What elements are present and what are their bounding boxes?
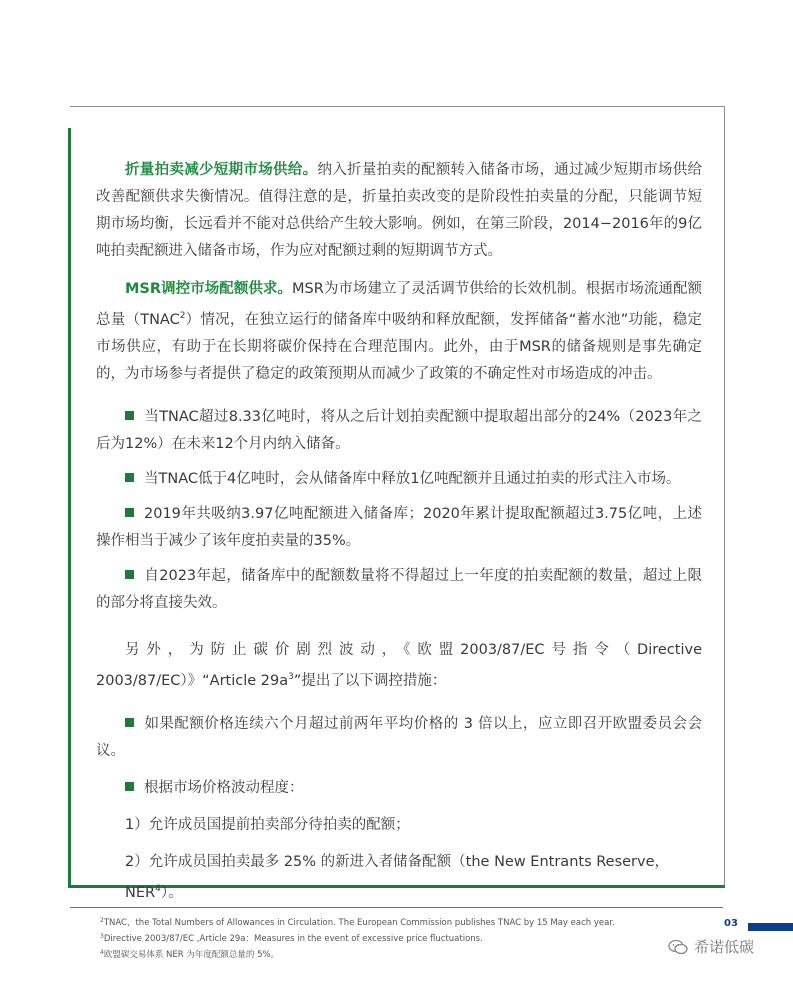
footnote-ref: 3 <box>288 672 294 682</box>
footer-accent-bar <box>748 923 793 931</box>
square-bullet-icon <box>125 570 134 579</box>
main-content <box>96 157 702 917</box>
paragraph-text: 纳入折量拍卖的配额转入储备市场，通过减少短期市场供给改善配额供求失衡情况。值得注意的是，折量拍卖改变的是阶段性拍卖量的分配，只能调节短期市场均衡，长远看并不能对总供给产生较大影响。例如，在第三阶段，2014−2016年的9亿吨拍卖配额进入储备市场，作为应对配额过剩的短期调节方式。 <box>96 162 703 259</box>
paragraph-text: MSR为市场建立了灵活调节供给的长效机制。根据市场流通配额总量（TNAC <box>96 281 702 328</box>
square-bullet-icon <box>125 718 134 727</box>
footnote <box>100 946 615 962</box>
square-bullet-icon <box>125 473 134 482</box>
paragraph-lead: MSR调控市场配额供求。 <box>125 281 292 297</box>
sub-item <box>125 849 702 907</box>
list-item-text: 2019年共吸纳3.97亿吨配额进入储备库；2020年累计提取配额超过3.75亿吨，上述操作相当于减少了该年度拍卖量的35%。 <box>96 506 702 549</box>
list-item-text: 自2023年起，储备库中的配额数量将不得超过上一年度的拍卖配额的数量，超过上限的部分将直接失效。 <box>96 568 702 611</box>
square-bullet-icon <box>125 782 134 791</box>
footnote-text: Directive 2003/87/EC ,Article 29a：Measures in the event of excessive price fluctuations. <box>103 934 483 944</box>
list-item-text: 根据市场价格波动程度： <box>144 780 304 796</box>
footnote <box>100 930 615 946</box>
footnote-number: 2 <box>100 917 104 924</box>
paragraph-directive <box>96 637 702 695</box>
msr-rules-list <box>96 404 702 617</box>
footnote-text: 欧盟碳交易体系 NER 为年度配额总量的 5%。 <box>103 950 280 960</box>
list-item <box>96 501 702 555</box>
paragraph-lead: 折量拍卖减少短期市场供给。 <box>125 162 318 178</box>
list-item <box>96 404 702 458</box>
footnote-text: TNAC，the Total Numbers of Allowances in Circulation. The European Commission publishes TNAC by 15 May each year. <box>103 918 615 928</box>
list-item <box>96 775 702 802</box>
footnote-ref: 4 <box>155 884 161 894</box>
sub-item-text: ）。 <box>160 885 183 901</box>
footnote <box>100 914 615 930</box>
footnote-number: 4 <box>100 949 104 956</box>
footnote-number: 3 <box>100 933 104 940</box>
paragraph-msr <box>96 276 702 388</box>
list-item <box>96 711 702 765</box>
watermark <box>668 936 754 957</box>
page-number: 03 <box>724 918 738 929</box>
square-bullet-icon <box>125 411 134 420</box>
list-item <box>96 466 702 493</box>
sub-item-text: 2）允许成员国拍卖最多 25% 的新进入者储备配额（the New Entrants Reserve，NER <box>125 854 670 901</box>
footnote-ref: 2 <box>179 311 186 321</box>
list-item-text: 如果配额价格连续六个月超过前两年平均价格的 3 倍以上，应立即召开欧盟委员会会议。 <box>96 716 702 759</box>
list-item <box>96 563 702 617</box>
list-item-text: 当TNAC超过8.33亿吨时，将从之后计划拍卖配额中提取超出部分的24%（2023年之后为12%）在未来12个月内纳入储备。 <box>96 409 702 452</box>
wechat-icon <box>668 939 688 955</box>
paragraph-text: ）情况，在独立运行的储备库中吸纳和释放配额，发挥储备“蓄水池”功能，稳定市场供应，有助于在长期将碳价保持在合理范围内。此外，由于MSR的储备规则是事先确定的，为市场参与者提供了稳定的政策预期从而减少了政策的不确定性对市场造成的冲击。 <box>96 312 702 382</box>
paragraph-auction <box>96 157 702 265</box>
frame-accent-left <box>68 128 71 888</box>
footer-divider <box>70 907 723 908</box>
paragraph-text: ”提出了以下调控措施： <box>293 673 447 689</box>
watermark-text: 希诺低碳 <box>694 938 755 956</box>
square-bullet-icon <box>125 508 134 517</box>
footnotes <box>100 914 615 962</box>
paragraph-text: 另外，为防止碳价剧烈波动，《欧盟2003/87/EC号指令（Directive 2003/87/EC）》“Article 29a <box>96 642 702 689</box>
measures-list <box>96 711 702 802</box>
sub-item: 1）允许成员国提前拍卖部分待拍卖的配额； <box>125 817 410 833</box>
list-item-text: 当TNAC低于4亿吨时，会从储备库中释放1亿吨配额并且通过拍卖的形式注入市场。 <box>144 471 681 487</box>
